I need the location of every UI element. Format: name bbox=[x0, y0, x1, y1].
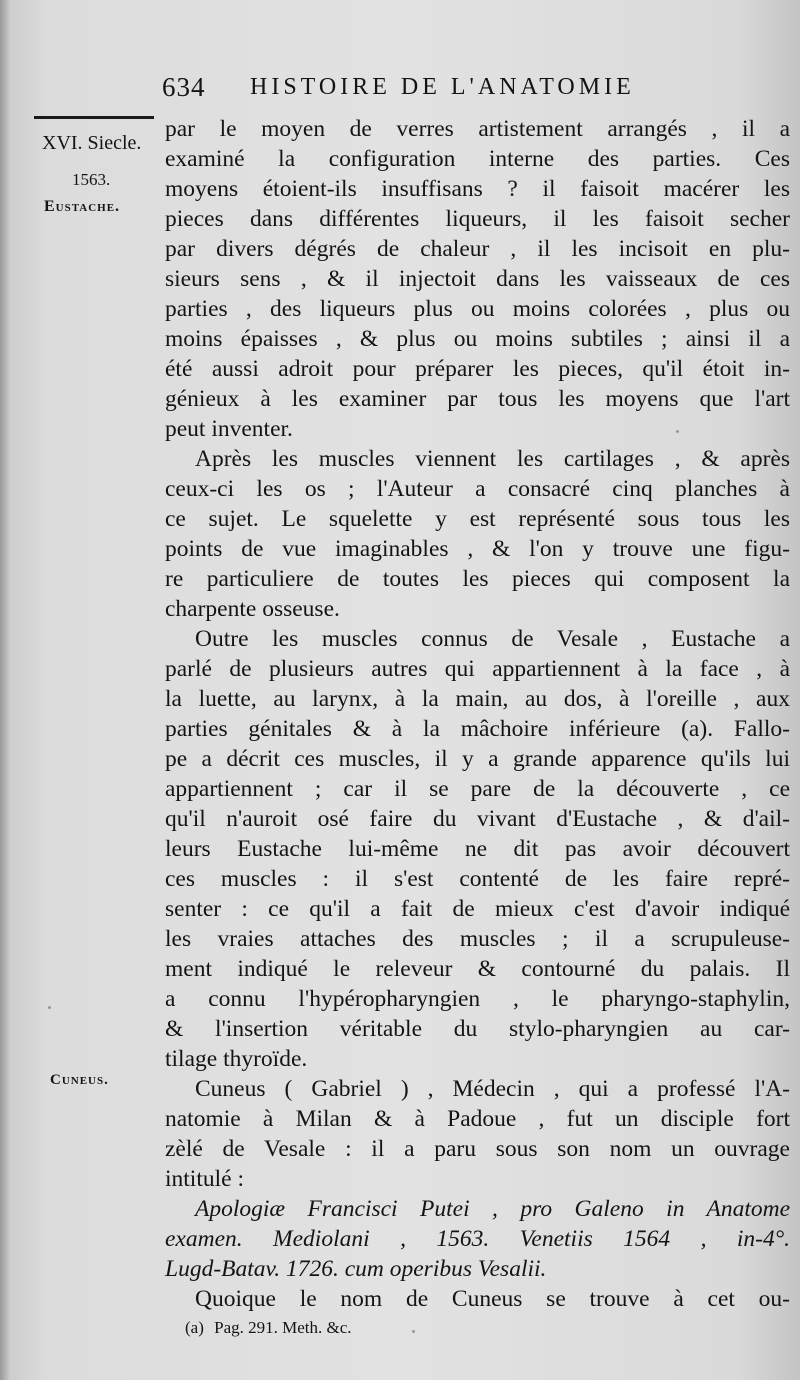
footnote-text: Pag. 291. Meth. &c. bbox=[214, 1318, 352, 1337]
footnote bbox=[185, 1318, 352, 1338]
margin-note-century: XVI. Siecle. bbox=[42, 132, 142, 154]
paper-speck bbox=[412, 1330, 415, 1333]
text-line: génieux à les examiner par tous les moyens que l'art bbox=[165, 386, 790, 412]
paper-speck bbox=[676, 430, 679, 433]
text-line: ces muscles : il s'est contenté de les faire repré- bbox=[165, 866, 790, 892]
text-line: examiné la configuration interne des parties. Ces bbox=[165, 146, 790, 172]
text-line: parties génitales & à la mâchoire inférieure (a). Fallo- bbox=[165, 716, 790, 742]
text-line: points de vue imaginables , & l'on y trouve une figu- bbox=[165, 536, 790, 562]
text-line: appartiennent ; car il se pare de la découverte , ce bbox=[165, 776, 790, 802]
text-line: moyens étoient-ils insuffisans ? il faisoit macérer les bbox=[165, 176, 790, 202]
gutter-shadow bbox=[0, 0, 10, 1380]
margin-note-year: 1563. bbox=[72, 170, 111, 189]
text-line: ceux-ci les os ; l'Auteur a consacré cinq planches à bbox=[165, 476, 790, 502]
text-line: parties , des liqueurs plus ou moins colorées , plus ou bbox=[165, 296, 790, 322]
citation-line: Apologiæ Francisci Putei , pro Galeno in Anatome bbox=[195, 1196, 790, 1222]
text-line: Cuneus ( Gabriel ) , Médecin , qui a professé l'A- bbox=[195, 1076, 790, 1102]
text-line: ce sujet. Le squelette y est représenté sous tous les bbox=[165, 506, 790, 532]
margin-note-cuneus: Cuneus. bbox=[50, 1072, 109, 1088]
paper-speck bbox=[48, 1006, 51, 1009]
text-line: & l'insertion véritable du stylo-pharyngien au car- bbox=[165, 1016, 790, 1042]
text-line: par le moyen de verres artistement arrangés , il a bbox=[165, 116, 790, 142]
text-line: zèlé de Vesale : il a paru sous son nom un ouvrage bbox=[165, 1136, 790, 1162]
text-line: été aussi adroit pour préparer les pieces, qu'il étoit in- bbox=[165, 356, 790, 382]
text-line: Outre les muscles connus de Vesale , Eustache a bbox=[195, 626, 790, 652]
text-line: a connu l'hypéropharyngien , le pharyngo-staphylin, bbox=[165, 986, 790, 1012]
page-number: 634 bbox=[162, 72, 206, 102]
text-line: Quoique le nom de Cuneus se trouve à cet ou- bbox=[195, 1286, 790, 1312]
text-line: les vraies attaches des muscles ; il a scrupuleuse- bbox=[165, 926, 790, 952]
running-head bbox=[162, 72, 792, 112]
text-line: par divers dégrés de chaleur , il les incisoit en plu- bbox=[165, 236, 790, 262]
text-line: parlé de plusieurs autres qui appartiennent à la face , à bbox=[165, 656, 790, 682]
text-line: charpente osseuse. bbox=[165, 596, 340, 622]
text-line: senter : ce qu'il a fait de mieux c'est d'avoir indiqué bbox=[165, 896, 790, 922]
text-line: pieces dans différentes liqueurs, il les faisoit secher bbox=[165, 206, 790, 232]
running-head-title: HISTOIRE DE L'ANATOMIE bbox=[250, 74, 635, 100]
text-line: ment indiqué le releveur & contourné du palais. Il bbox=[165, 956, 790, 982]
text-line: la luette, au larynx, à la main, au dos, à l'oreille , aux bbox=[165, 686, 790, 712]
text-line: peut inventer. bbox=[165, 416, 293, 442]
citation-line: Lugd-Batav. 1726. cum operibus Vesalii. bbox=[165, 1256, 547, 1282]
text-line: tilage thyroïde. bbox=[165, 1046, 308, 1072]
text-line: natomie à Milan & à Padoue , fut un disciple fort bbox=[165, 1106, 790, 1132]
citation-line: examen. Mediolani , 1563. Venetiis 1564 , in-4°. bbox=[165, 1226, 790, 1252]
text-line: moins épaisses , & plus ou moins subtiles ; ainsi il a bbox=[165, 326, 790, 352]
text-line: intitulé : bbox=[165, 1166, 244, 1192]
text-line: re particuliere de toutes les pieces qui composent la bbox=[165, 566, 790, 592]
footnote-mark: (a) bbox=[185, 1318, 204, 1337]
text-line: pe a décrit ces muscles, il y a grande apparence qu'ils lui bbox=[165, 746, 790, 772]
text-line: qu'il n'auroit osé faire du vivant d'Eustache , & d'ail- bbox=[165, 806, 790, 832]
body-text bbox=[165, 114, 790, 1314]
text-line: leurs Eustache lui-même ne dit pas avoir découvert bbox=[165, 836, 790, 862]
text-line: sieurs sens , & il injectoit dans les vaisseaux de ces bbox=[165, 266, 790, 292]
margin-rule bbox=[34, 116, 154, 119]
text-line: Après les muscles viennent les cartilages , & après bbox=[195, 446, 790, 472]
margin-note-eustache: Eustache. bbox=[44, 198, 121, 215]
